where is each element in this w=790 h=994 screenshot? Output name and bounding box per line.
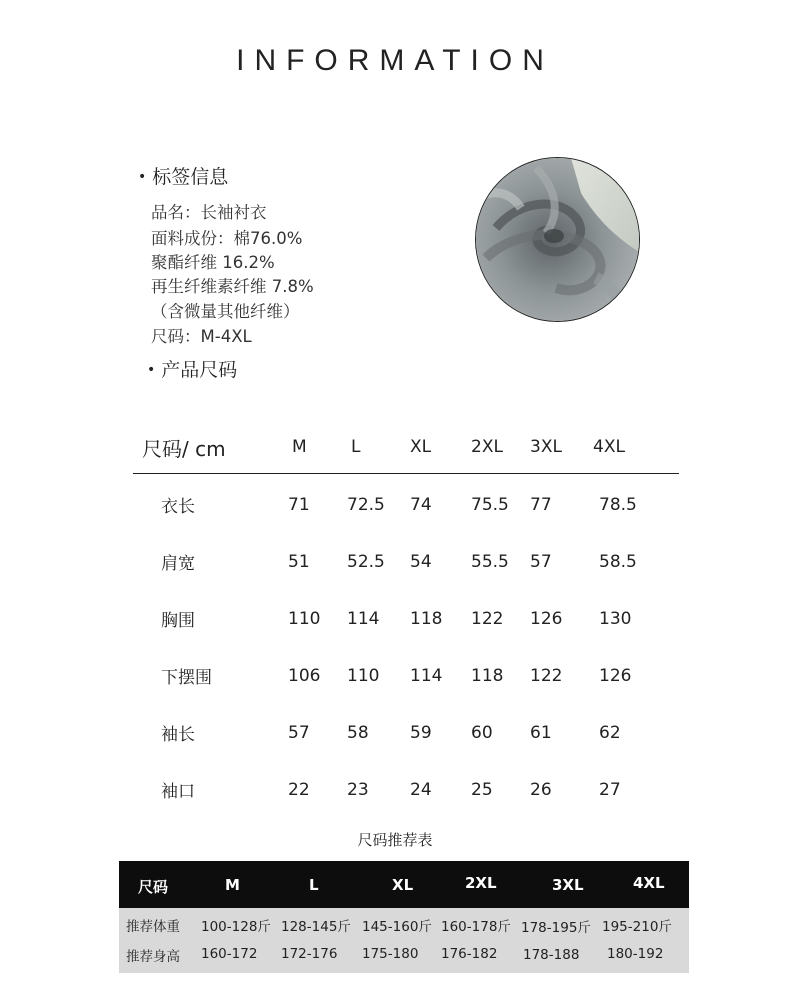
size-cell: 114 xyxy=(347,609,380,629)
rec-cell: 178-188 xyxy=(523,947,580,963)
size-col-header: XL xyxy=(410,437,432,457)
size-cell: 118 xyxy=(471,666,504,686)
size-cell: 59 xyxy=(410,723,432,743)
size-row-label: 袖口 xyxy=(161,782,195,802)
label-line-material: 面料成份：棉76.0% xyxy=(151,229,303,248)
size-cell: 78.5 xyxy=(599,495,637,515)
rec-cell: 178-195斤 xyxy=(521,920,591,936)
size-cell: 57 xyxy=(530,552,552,572)
size-col-header: 2XL xyxy=(471,437,503,457)
rec-cell: 160-172 xyxy=(201,946,258,962)
size-row-label: 衣长 xyxy=(161,497,195,517)
rec-header-size: 2XL xyxy=(465,874,497,892)
size-table-divider xyxy=(133,473,679,474)
size-cell: 54 xyxy=(410,552,432,572)
recommendation-header-row xyxy=(119,861,689,908)
size-cell: 114 xyxy=(410,666,443,686)
fabric-swatch-icon xyxy=(475,157,640,322)
size-cell: 118 xyxy=(410,609,443,629)
label-section-title: 标签信息 xyxy=(152,166,229,188)
size-cell: 57 xyxy=(288,723,310,743)
size-cell: 24 xyxy=(410,780,432,800)
recommendation-table xyxy=(119,861,689,973)
size-cell: 58.5 xyxy=(599,552,637,572)
size-cell: 71 xyxy=(288,495,310,515)
recommendation-title: 尺码推荐表 xyxy=(357,831,433,849)
size-cell: 52.5 xyxy=(347,552,385,572)
recommendation-body xyxy=(119,908,689,973)
size-cell: 62 xyxy=(599,723,621,743)
size-cell: 126 xyxy=(599,666,632,686)
size-row-label: 袖长 xyxy=(161,725,195,745)
rec-cell: 145-160斤 xyxy=(362,919,432,935)
label-line-name: 品名：长袖衬衣 xyxy=(151,203,267,222)
size-cell: 51 xyxy=(288,552,310,572)
size-cell: 106 xyxy=(288,666,321,686)
size-cell: 110 xyxy=(288,609,321,629)
rec-header-size: 3XL xyxy=(552,876,584,894)
rec-header-size: XL xyxy=(392,876,414,894)
size-cell: 110 xyxy=(347,666,380,686)
size-row-label: 胸围 xyxy=(161,611,195,631)
rec-row-label: 推荐体重 xyxy=(126,919,180,935)
bullet-icon: • xyxy=(138,169,147,185)
size-cell: 55.5 xyxy=(471,552,509,572)
fabric-swatch-graphic xyxy=(476,158,640,322)
rec-row-label: 推荐身高 xyxy=(126,949,180,965)
size-col-header: L xyxy=(351,437,361,457)
size-cell: 72.5 xyxy=(347,495,385,515)
size-cell: 22 xyxy=(288,780,310,800)
rec-cell: 180-192 xyxy=(607,946,664,962)
label-line-size: 尺码：M-4XL xyxy=(151,327,252,346)
label-line-regenerated: 再生纤维素纤维 7.8% xyxy=(151,277,314,296)
size-cell: 75.5 xyxy=(471,495,509,515)
rec-cell: 172-176 xyxy=(281,946,338,962)
rec-header-size: M xyxy=(225,876,240,894)
rec-cell: 195-210斤 xyxy=(602,919,672,935)
size-cell: 58 xyxy=(347,723,369,743)
size-cell: 122 xyxy=(471,609,504,629)
size-row-label: 肩宽 xyxy=(161,554,195,574)
rec-cell: 100-128斤 xyxy=(201,919,271,935)
size-cell: 74 xyxy=(410,495,432,515)
size-cell: 26 xyxy=(530,780,552,800)
size-row-label: 下摆围 xyxy=(161,668,212,688)
size-col-header: 3XL xyxy=(530,437,562,457)
product-size-title: 产品尺码 xyxy=(161,359,238,381)
label-line-polyester: 聚酯纤维 16.2% xyxy=(151,253,275,272)
size-col-header: M xyxy=(292,437,307,457)
size-cell: 122 xyxy=(530,666,563,686)
bullet-icon: • xyxy=(147,362,156,378)
product-size-heading xyxy=(147,355,237,382)
size-cell: 77 xyxy=(530,495,552,515)
size-cell: 25 xyxy=(471,780,493,800)
rec-header-size: L xyxy=(309,876,319,894)
size-cell: 27 xyxy=(599,780,621,800)
rec-cell: 176-182 xyxy=(441,946,498,962)
label-section-heading xyxy=(138,162,228,189)
size-cell: 23 xyxy=(347,780,369,800)
size-cell: 130 xyxy=(599,609,632,629)
size-col-header: 4XL xyxy=(593,437,625,457)
label-line-note: （含微量其他纤维） xyxy=(151,302,300,321)
page-title: INFORMATION xyxy=(236,44,554,77)
size-table-header-label: 尺码/ cm xyxy=(142,437,226,461)
size-cell: 60 xyxy=(471,723,493,743)
size-cell: 61 xyxy=(530,723,552,743)
rec-cell: 175-180 xyxy=(362,946,419,962)
rec-cell: 128-145斤 xyxy=(281,919,351,935)
rec-header-size: 4XL xyxy=(633,874,665,892)
size-cell: 126 xyxy=(530,609,563,629)
rec-header-label: 尺码 xyxy=(138,878,169,896)
rec-cell: 160-178斤 xyxy=(441,919,511,935)
